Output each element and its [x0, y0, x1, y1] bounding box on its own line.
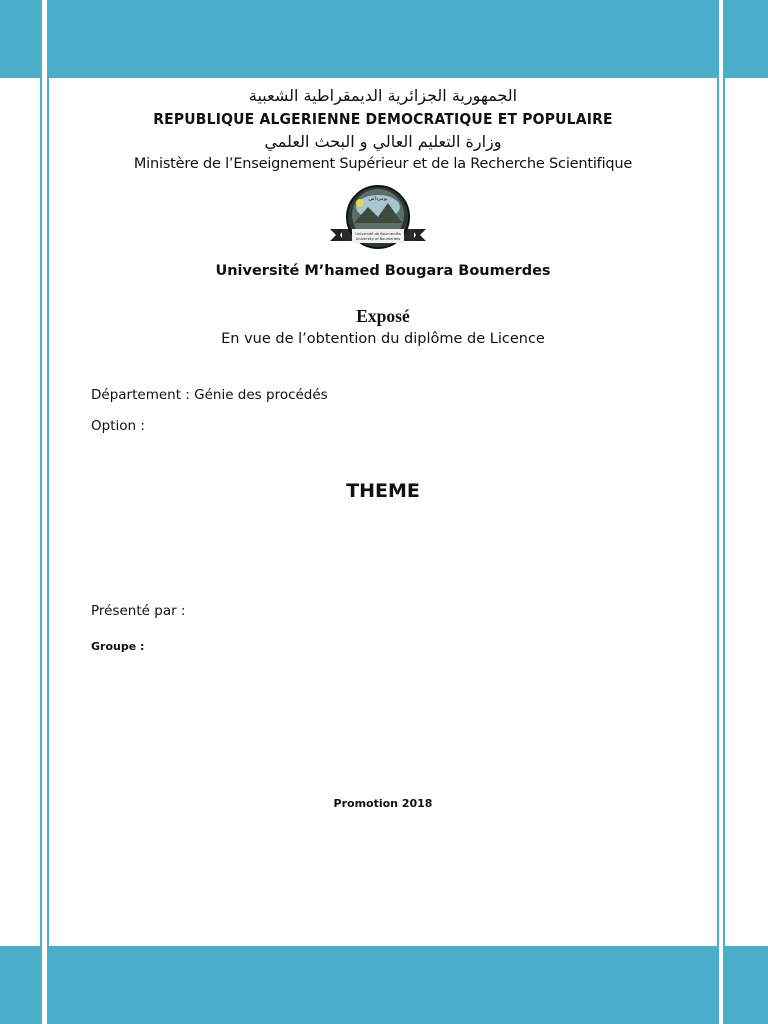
theme-title: THEME	[346, 480, 420, 502]
republic-title: REPUBLIQUE ALGERIENNE DEMOCRATIQUE ET POPULAIRE	[153, 110, 613, 128]
promotion-label: Promotion 2018	[333, 797, 433, 810]
presented-by-field: Présenté par :	[91, 603, 186, 619]
top-right-band	[725, 0, 768, 78]
ministry-title: Ministère de l’Enseignement Supérieur et de la Recherche Scientifique	[133, 156, 633, 172]
university-logo-icon	[330, 185, 426, 253]
top-left-band	[0, 0, 40, 78]
border-line-left-outer	[40, 0, 42, 1024]
document-type: Exposé	[356, 306, 410, 326]
svg-text:بومرداس: بومرداس	[368, 196, 388, 202]
arabic-ministry-title: وزارة التعليم العالي و البحث العلمي	[264, 132, 502, 151]
logo-text-line2: University of Boumerdes	[355, 237, 401, 241]
option-field: Option :	[91, 418, 145, 434]
arabic-republic-title: الجمهورية الجزائرية الديمقراطية الشعبية	[248, 86, 518, 105]
border-line-left-inner	[47, 0, 49, 1024]
bottom-right-band	[725, 946, 768, 1024]
logo-text-line1: Université de Boumerdès	[355, 232, 401, 236]
bottom-left-band	[0, 946, 40, 1024]
university-name: Université M’hamed Bougara Boumerdes	[215, 263, 551, 279]
border-line-right-inner	[717, 0, 719, 1024]
top-band	[49, 0, 717, 78]
bottom-band	[49, 946, 717, 1024]
document-purpose: En vue de l’obtention du diplôme de Licence	[221, 331, 545, 347]
border-line-right-outer	[723, 0, 725, 1024]
group-field: Groupe :	[91, 640, 145, 653]
department-field: Département : Génie des procédés	[91, 387, 328, 403]
